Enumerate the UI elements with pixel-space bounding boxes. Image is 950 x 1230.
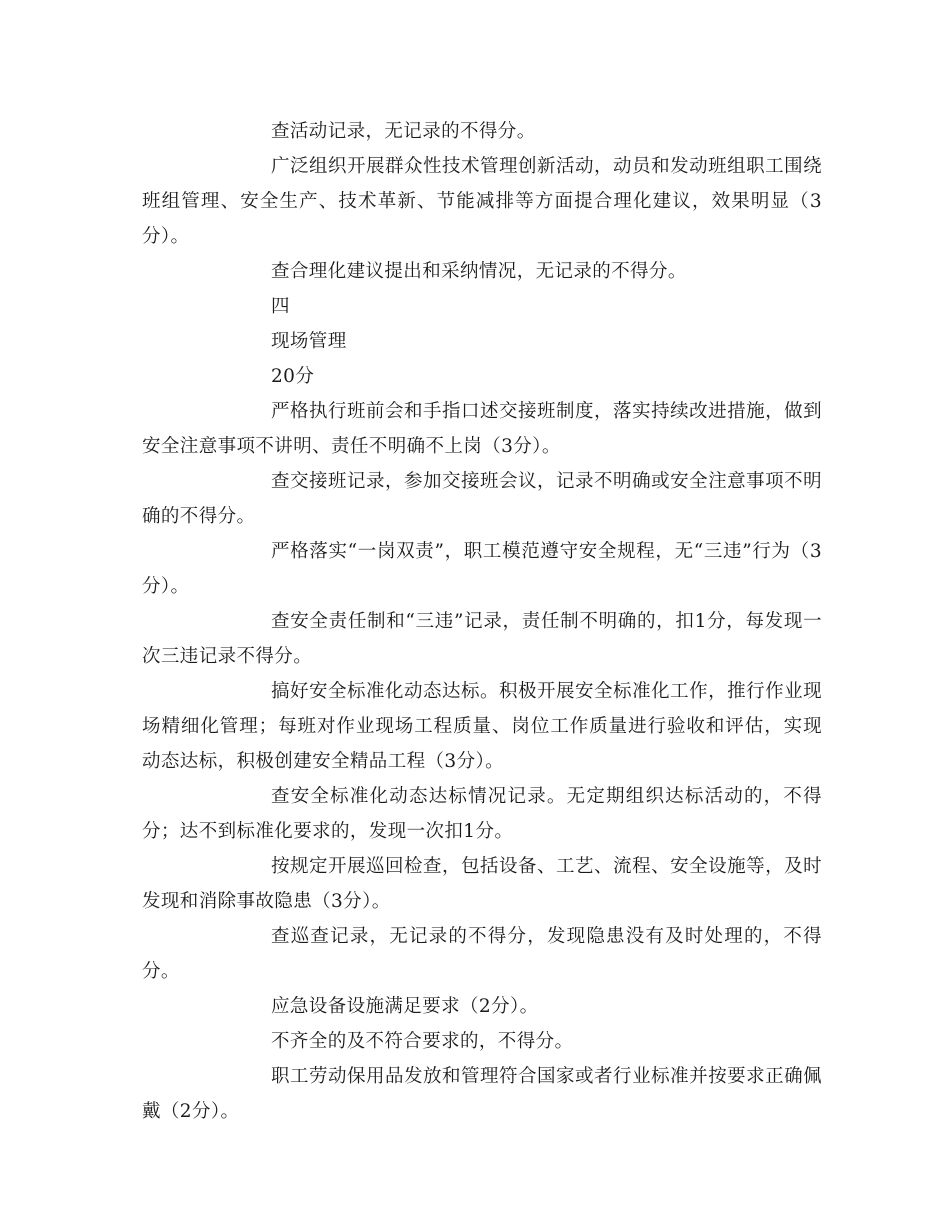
section-score: 20分 (271, 366, 315, 387)
paragraph-one-post-two-duties: 严格落实“一岗双责”，职工模范遵守安全规程，无“三违”行为（3分）。 (142, 541, 822, 597)
paragraph-check-standardization-record: 查安全标准化动态达标情况记录。无定期组织达标活动的，不得分；达不到标准化要求的，发现一次扣1分。 (142, 786, 822, 842)
paragraph-shift-handover-system: 严格执行班前会和手指口述交接班制度，落实持续改进措施，做到安全注意事项不讲明、责任不明确不上岗（3分）。 (142, 401, 822, 457)
section-title: 现场管理 (271, 331, 347, 352)
paragraph-innovation-activity: 广泛组织开展群众性技术管理创新活动，动员和发动班组职工围绕班组管理、安全生产、技术革新、节能减排等方面提合理化建议，效果明显（3分）。 (142, 156, 822, 247)
paragraph-incomplete-equipment: 不齐全的及不符合要求的，不得分。 (271, 1031, 574, 1052)
paragraph-check-patrol-record: 查巡查记录，无记录的不得分，发现隐患没有及时处理的，不得分。 (142, 926, 822, 982)
paragraph-protective-equipment: 职工劳动保用品发放和管理符合国家或者行业标准并按要求正确佩戴（2分）。 (142, 1066, 822, 1122)
paragraph-check-responsibility-record: 查安全责任制和“三违”记录，责任制不明确的，扣1分，每发现一次三违记录不得分。 (142, 611, 822, 667)
section-number: 四 (271, 296, 290, 317)
paragraph-patrol-inspection: 按规定开展巡回检查，包括设备、工艺、流程、安全设施等，及时发现和消除事故隐患（3分）。 (142, 856, 822, 912)
document-body (142, 114, 822, 1129)
paragraph-check-suggestions: 查合理化建议提出和采纳情况，无记录的不得分。 (271, 261, 687, 282)
paragraph-safety-standardization: 搞好安全标准化动态达标。积极开展安全标准化工作，推行作业现场精细化管理；每班对作业现场工程质量、岗位工作质量进行验收和评估，实现动态达标，积极创建安全精品工程（3分）。 (142, 681, 822, 772)
paragraph-check-activity-record: 查活动记录，无记录的不得分。 (271, 121, 536, 142)
paragraph-check-handover-record: 查交接班记录，参加交接班会议，记录不明确或安全注意事项不明确的不得分。 (142, 471, 822, 527)
paragraph-emergency-equipment: 应急设备设施满足要求（2分）。 (271, 996, 539, 1017)
